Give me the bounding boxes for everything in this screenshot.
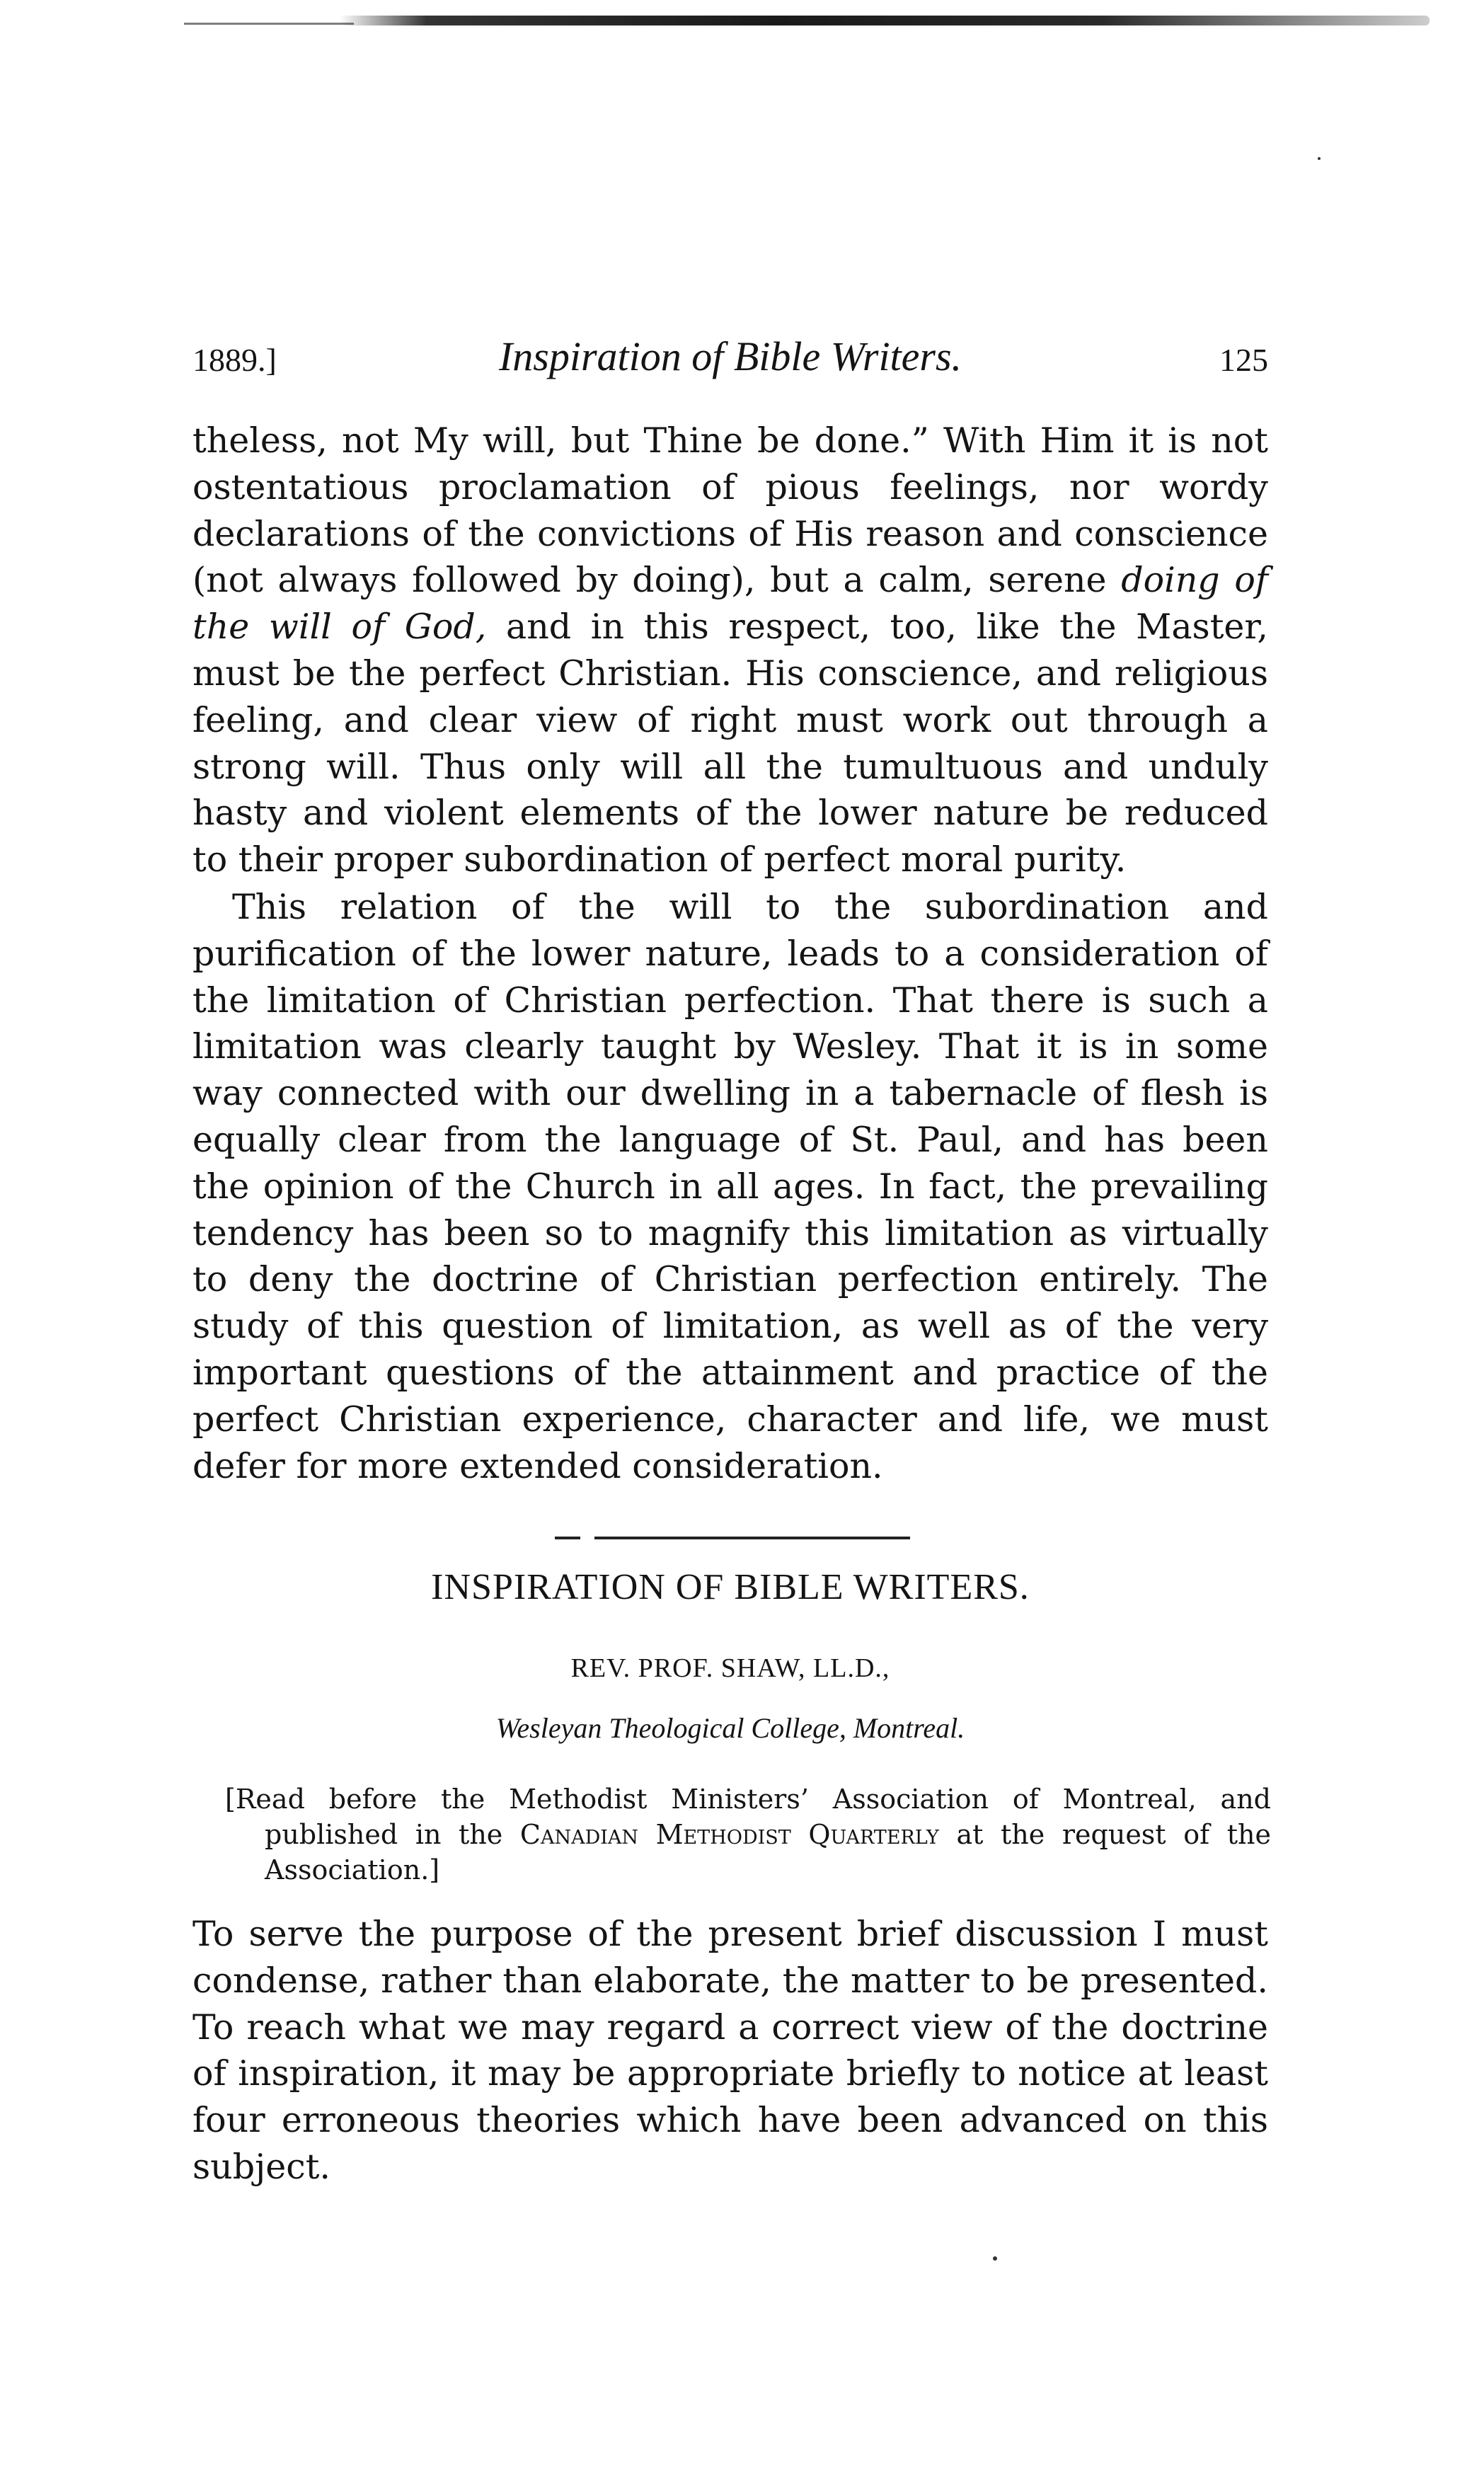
continued-paragraph <box>192 418 1268 883</box>
publication-note <box>225 1781 1271 1888</box>
journal-name: Canadian Methodist Quarterly <box>519 1819 939 1850</box>
author-affiliation: Wesleyan Theological College, Montreal. <box>495 1712 965 1744</box>
continued-emphasis: doing of the will of God, <box>192 560 1268 648</box>
running-header <box>192 333 1268 382</box>
article-author: REV. PROF. SHAW, LL.D., <box>570 1653 890 1683</box>
intro-paragraph: To serve the purpose of the present brief discussion I must condense, rather than elaborate, the matter to be presented. To reach what we may regard a correct view of the doctrine of inspiration, it may be appropriate briefly to notice at least four erroneous theories which have been advanced on this subject. <box>192 1914 1268 2187</box>
scan-edge-mark <box>340 16 1430 25</box>
running-title: Inspiration of Bible Writers. <box>498 333 962 379</box>
scan-edge-mark-thin <box>184 23 354 25</box>
section-divider <box>594 1537 910 1539</box>
publication-note-text-b: at the request of the Association.] <box>265 1819 1271 1885</box>
continued-text-b: and in this respect, too, like the Master, must be the perfect Christian. His conscience, and religious feeling, and clear view of right must work out through a strong will. Thus only will all the tumultuous and unduly hasty and violent elements of the lower nature be reduced to their proper subordination of perfect moral purity. <box>192 607 1268 880</box>
page-number: 125 <box>1219 342 1268 378</box>
header-year: 1889.] <box>192 342 277 378</box>
relation-paragraph: This relation of the will to the subordination and purification of the lower nature, leads to a consideration of the limitation of Christian perfection. That there is such a limitation was clearly taught by Wesley. That it is in some way connected with our dwelling in a tabernacle of flesh is equally clear from the language of St. Paul, and has been the opinion of the Church in all ages. In fact, the prevailing tendency has been so to magnify this limitation as virtually to deny the doctrine of Christian perfection entirely. The study of this question of limitation, as well as of the very important questions of the attainment and practice of the perfect Christian experience, character and life, we must defer for more extended consideration. <box>192 887 1268 1486</box>
publication-note-text-a: [Read before the Methodist Ministers’ Association of Montreal, and published in the <box>225 1784 1271 1850</box>
scan-speck <box>1318 157 1321 160</box>
continued-text-a: theless, not My will, but Thine be done.” With Him it is not ostentatious proclamation of pious feelings, nor wordy declarations of the convictions of His reason and conscience (not always followed by doing), but a calm, serene <box>192 420 1268 601</box>
article-title: INSPIRATION OF BIBLE WRITERS. <box>431 1567 1030 1607</box>
scan-speck <box>993 2256 997 2261</box>
section-divider-short <box>555 1537 580 1539</box>
